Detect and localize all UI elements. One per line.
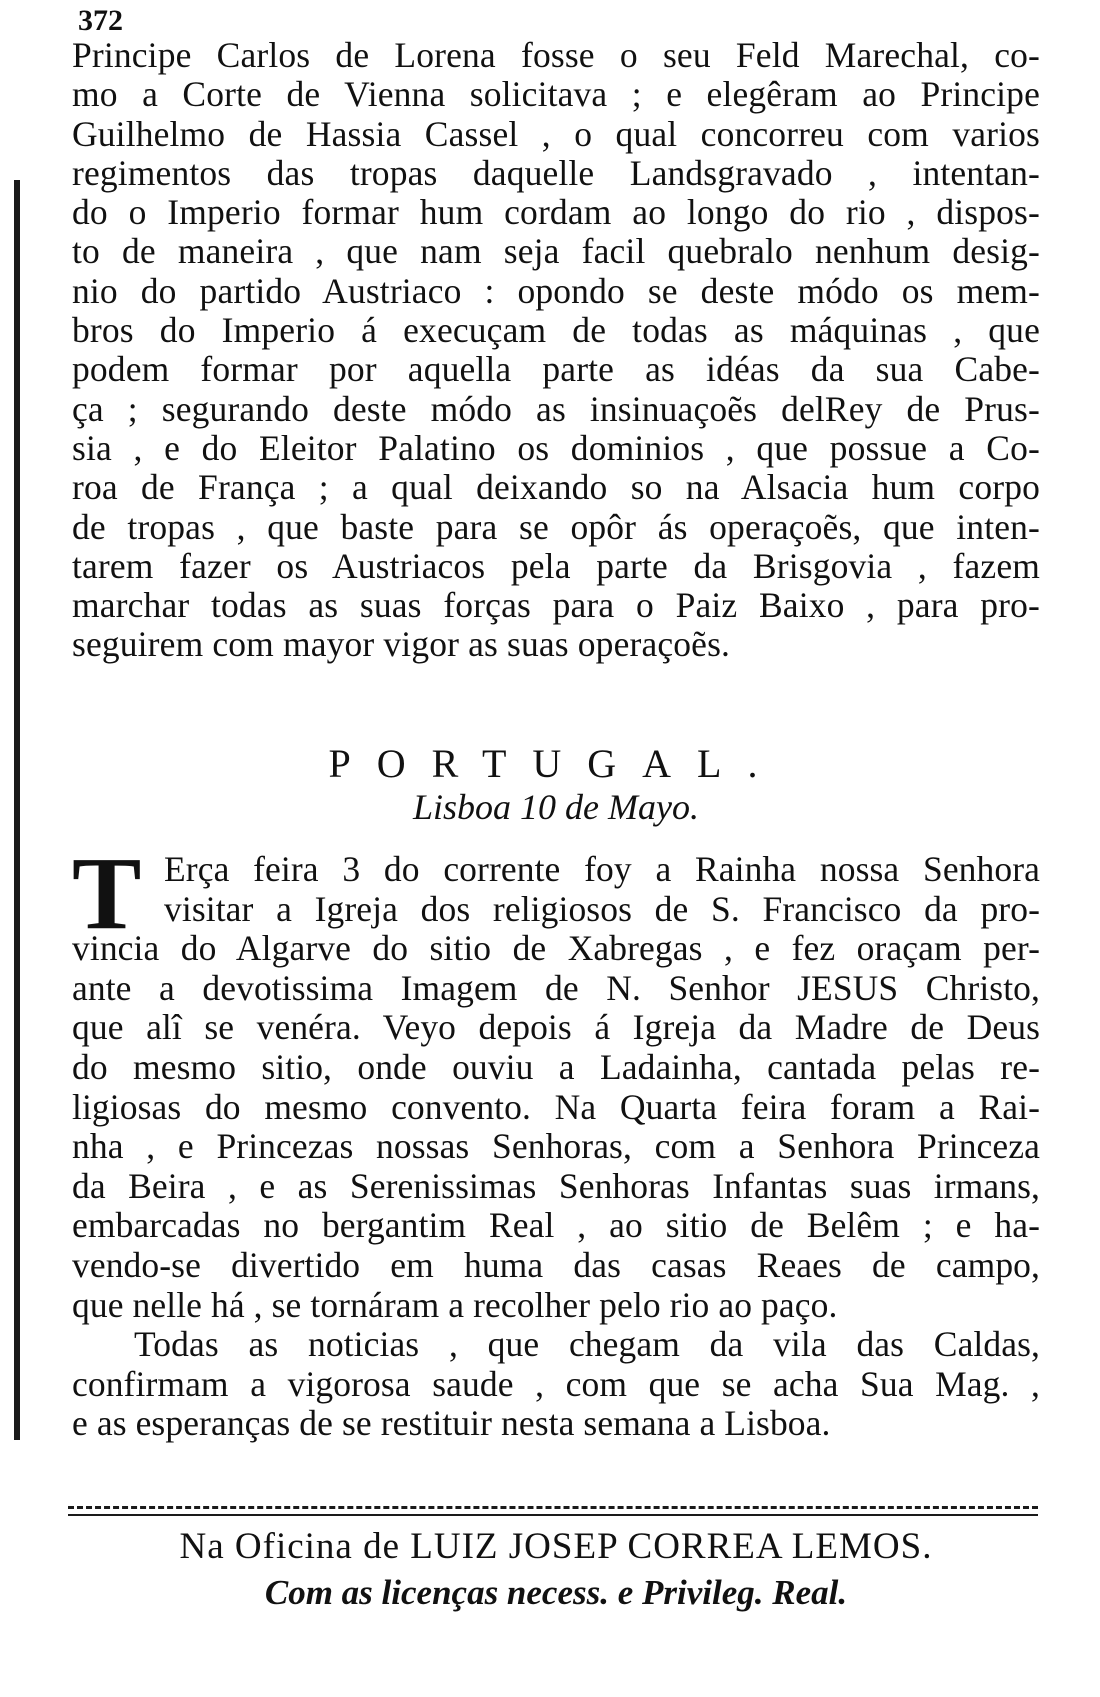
- printer-imprint: Na Oficina de LUIZ JOSEP CORREA LEMOS.: [179, 1526, 933, 1567]
- text-line: podem formar por aquella parte as idéas da sua Cabe-: [72, 350, 1040, 390]
- drop-cap: T: [72, 836, 142, 951]
- dateline: Lisboa 10 de Mayo.: [413, 787, 699, 827]
- text-line: vincia do Algarve do sitio de Xabregas , e fez oraçam per-: [72, 929, 1040, 969]
- text-line: de tropas , que baste para se opôr ás operaçoẽs, que inten-: [72, 507, 1040, 547]
- text-line: Erça feira 3 do corrente foy a Rainha nossa Senhora: [164, 850, 1040, 889]
- text-line: do mesmo sitio, onde ouviu a Ladainha, cantada pelas re-: [72, 1047, 1040, 1087]
- text-line: embarcadas no bergantim Real , ao sitio de Belêm ; e ha-: [72, 1206, 1040, 1246]
- text-line: e as esperanças de se restituir nesta semana a Lisboa.: [72, 1404, 831, 1444]
- text-line: sia , e do Eleitor Palatino os dominios , que possue a Co-: [72, 428, 1040, 468]
- text-line: nha , e Princezas nossas Senhoras, com a Senhora Princeza: [72, 1127, 1040, 1167]
- text-line: do o Imperio formar hum cordam ao longo do rio , dispos-: [72, 193, 1040, 233]
- text-line: que alî se venéra. Veyo depois á Igreja da Madre de Deus: [72, 1008, 1040, 1048]
- text-line: tarem fazer os Austriacos pela parte da Brisgovia , fazem: [72, 546, 1040, 586]
- text-line: ça ; segurando deste módo as insinuaçoẽs delRey de Prus-: [72, 389, 1040, 429]
- continued-text: [72, 36, 1040, 665]
- text-line: marchar todas as suas forças para o Paiz Baixo , para pro-: [72, 586, 1040, 626]
- text-line: seguirem com mayor vigor as suas operaçoẽs.: [72, 625, 731, 665]
- text-line: confirmam a vigorosa saude , com que se acha Sua Mag. ,: [72, 1364, 1040, 1404]
- text-line: to de maneira , que nam seja facil quebralo nenhum desig-: [72, 232, 1040, 272]
- license-line: Com as licenças necess. e Privileg. Real.: [264, 1573, 848, 1612]
- text-line: bros do Imperio á execuçam de todas as máquinas , que: [72, 311, 1040, 351]
- text-line: Principe Carlos de Lorena fosse o seu Feld Marechal, co-: [72, 36, 1040, 75]
- text-line: da Beira , e as Serenissimas Senhoras Infantas suas irmans,: [72, 1166, 1040, 1206]
- text-line: visitar a Igreja dos religiosos de S. Francisco da pro-: [164, 889, 1040, 929]
- margin-rule: [14, 180, 20, 1440]
- article-text: [72, 850, 1040, 1444]
- text-line: nio do partido Austriaco : opondo se deste módo os mem-: [72, 271, 1040, 311]
- section-title: PORTUGAL.: [328, 741, 784, 786]
- text-line: que nelle há , se tornáram a recolher pelo rio ao paço.: [72, 1285, 838, 1325]
- text-line: ligiosas do mesmo convento. Na Quarta feira foram a Rai-: [72, 1087, 1040, 1127]
- footer-rule: [68, 1514, 1038, 1516]
- text-line: Todas as noticias , que chegam da vila das Caldas,: [134, 1325, 1040, 1365]
- page-number: 372: [78, 4, 123, 37]
- footer-rule: [68, 1506, 1038, 1509]
- text-line: roa de França ; a qual deixando so na Alsacia hum corpo: [72, 468, 1040, 508]
- text-line: vendo-se divertido em huma das casas Reaes de campo,: [72, 1245, 1040, 1285]
- text-line: regimentos das tropas daquelle Landsgravado , intentan-: [72, 153, 1040, 193]
- text-line: ante a devotissima Imagem de N. Senhor JESUS Christo,: [72, 968, 1040, 1008]
- text-line: mo a Corte de Vienna solicitava ; e elegêram ao Principe: [72, 75, 1040, 115]
- text-line: Guilhelmo de Hassia Cassel , o qual concorreu com varios: [72, 114, 1040, 154]
